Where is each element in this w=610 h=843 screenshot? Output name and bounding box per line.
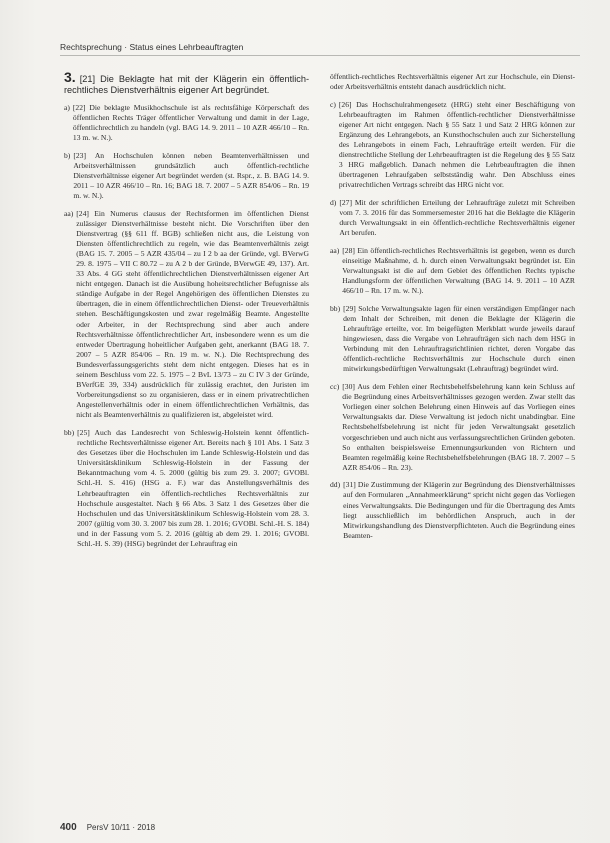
left-column	[64, 69, 309, 557]
paragraph	[64, 103, 309, 143]
paragraph-text: [23] An Hochschulen können neben Beamtenverhältnissen und Arbeitsverhältnissen grundsätzlich auch öffentlich-rechtliche Dienstverhältnisse eigener Art begründet werden (st. Rspr., z. B. BAG 14. 9. 2011 – 10 AZR 466/10 – Rn. 16; BAG 18. 7. 2007 – 5 AZR 854/06 – Rn. 19 m. w. N.).	[73, 150, 309, 200]
paragraph	[330, 72, 575, 92]
paragraph	[64, 209, 309, 421]
paragraph-label: b)	[64, 150, 71, 160]
paragraph-label: c)	[330, 99, 336, 109]
journal-reference: PersV 10/11 · 2018	[86, 823, 156, 832]
paragraph-text: [22] Die beklagte Musikhochschule ist als rechtsfähige Körperschaft des öffentlichen Rechts Träger öffentlicher Verwaltung und damit in der Lage, öffentlichrechtlich zu handeln (vgl. BAG 14. 9. 2011 – 10 AZR 466/10 – Rn. 13 m. w. N.).	[72, 102, 309, 142]
paragraph-text: [25] Auch das Landesrecht von Schleswig-Holstein kennt öffentlich-rechtliche Rechtsverhältnisse eigener Art. Bereits nach § 101 Abs. 1 Satz 3 des Gesetzes über die Hochschulen im Lande Schleswig-Holstein und das Universitätsklinikum Schleswig-Holstein in der Fassung der Bekanntmachung vom 4. 5. 2000 (gültig bis zum 29. 3. 2007; GVOBl. Schl.-H. S. 416) (HSG a. F.) war das Anstellungsverhältnis des Lehrbeauftragten ein öffentlich-rechtliches Rechtsverhältnis zur Hochschule ausgestaltet. Nach § 66 Abs. 3 Satz 1 des Gesetzes über die Hochschulen und das Universitätsklinikum Schleswig-Holstein vom 28. 3. 2007 (gültig vom 30. 3. 2007 bis zum 28. 1. 2016; GVOBl. Schl.-H. S. 184) und in der Fassung vom 5. 2. 2016 (gültig ab dem 29. 1. 2016; GVOBl. Schl.-H. S. 39) (HSG) begründet der Lehrauftrag ein	[77, 428, 309, 549]
right-column	[330, 72, 575, 548]
paragraph-label: d)	[330, 198, 337, 208]
paragraph	[330, 382, 575, 473]
paragraph-label: bb)	[330, 303, 341, 313]
paragraph-text: [30] Aus dem Fehlen einer Rechtsbehelfsbelehrung kann kein Schluss auf die Begründung eines Arbeitsverhältnisses gezogen werden. Zwar stellt das Vorliegen einer solchen Belehrung einen Hinweis auf das Vorliegen eines Verwaltungsakts dar. Diese Verwaltung ist jedoch nicht unabdingbar. Eine Rechtsbehelfsbelehrung ist nicht für jeden Verwaltungsakt gesetzlich vorgeschrieben und auch nicht aus verfassungsrechtlichen Gründen geboten. So enthalten beispielsweise Ernennungsurkunden von Richtern und Beamten regelmäßig keine Rechtsbehelfsbelehrungen (BAG 18. 7. 2007 – 5 AZR 854/06 – Rn. 23).	[342, 382, 575, 472]
paragraph	[330, 304, 575, 375]
paragraph	[330, 198, 575, 238]
running-header-text: Rechtsprechung · Status eines Lehrbeauftragten	[60, 42, 244, 52]
paragraph-text: öffentlich-rechtliches Rechtsverhältnis eigener Art zur Hochschule, ein Dienst- oder Arbeitsverhältnis entsteht danach ausdrücklich nicht.	[330, 72, 575, 92]
paragraph-text: [24] Ein Numerus clausus der Rechtsformen im öffentlichen Dienst zulässiger Dienstverhältnisse besteht nicht. Die Vorschriften über den Dienstvertrag (§§ 611 ff. BGB) schließen nicht aus, die Leistung von Diensten öffentlichrechtlich zu regeln, wie das Beamtenverhältnis zeigt (BAG 15. 7. 2005 – 5 AZR 435/04 – zu I 2 b aa der Gründe, vgl. BVerwG 29. 8. 1975 – VII C 80.72 – zu A 2 b der Gründe, BVerwGE 49, 137). Art. 33 Abs. 4 GG steht öffentlichrechtlichen Dienstverhältnissen eigener Art nicht entgegen. Danach ist die Ausübung hoheitsrechtlicher Befugnisse als ständige Aufgabe in der Regel Angehörigen des öffentlichen Dienstes zu übertragen, die in einem öffentlichrechtlichen Dienst- oder Treueverhältnis stehen. Beschäftigungskosten und zwar regelmäßig Beamte. Angestellte oder Arbeiter, in der Rechtsprechung sind aber auch andere Rechtsverhältnisse öffentlichrechtlicher Art, insbesondere wenn es um die entweder Übertragung hoheitlicher Aufgaben geht, anerkannt (BAG 18. 7. 2007 – 5 AZR 854/06 – Rn. 19 m. w. N.). Die Rechtsprechung des Bundesverfassungsgerichts steht dem nicht entgegen. Dieses hat es in seinem Beschluss vom 22. 5. 1975 – 2 BvL 13/73 – zu C IV 3 der Gründe, BVerfGE 39, 334) ausdrücklich für zulässig erachtet, den Juristen im Vorbereitungsdienst so zu organisieren, dass er in einem privatrechtlichen Angestellenverhältnis oder in einem öffentlichrechtlichen Verhältnis, das nicht als Beamtenverhältnis zu qualifizieren ist, abgeleistet wird.	[76, 208, 309, 420]
paragraph-label: dd)	[330, 480, 341, 490]
paragraph	[330, 100, 575, 191]
paragraph-label: cc)	[330, 382, 340, 392]
paragraph-text: [31] Die Zustimmung der Klägerin zur Begründung des Dienstverhältnisses auf den Formularen „Annahmeerklärung“ spricht nicht gegen das Vorliegen eines Verwaltungsakts. Die Bedingungen und für die Übertragung des Amts liegt ausschließlich im behördlichen Anspruch, auch in der Mitwirkungshandlung des Dienstverpflichteten. Auch die Begründung eines Beamten-	[343, 480, 575, 540]
paragraph-label: aa)	[330, 245, 340, 255]
paragraph-text: [29] Solche Verwaltungsakte lagen für einen verständigen Empfänger nach dem Inhalt der Schreiben, mit denen die Beklagte der Klägerin die Lehraufträge erteilte, vor. Im beigefügten Merkblatt wurde jeweils darauf hingewiesen, dass die Vergabe von Lehraufträgen sich nach dem HSG in Verbindung mit den Lehrauftragsrichtlinien richtet, deren Vorgabe das öffentlich-rechtliche Rechtsverhältnis zur Hochschule durch einen mitwirkungsbedürftigen Verwaltungsakt (Lehrauftrag) begründet wird.	[343, 303, 575, 374]
paragraph	[64, 428, 309, 549]
paragraph-text: [21] Die Beklagte hat mit der Klägerin ein öffentlich-rechtliches Dienstverhältnis eigener Art begründet.	[64, 74, 309, 95]
running-header	[60, 42, 580, 56]
paragraph-text: [28] Ein öffentlich-rechtliches Rechtsverhältnis ist gegeben, wenn es durch einseitige Maßnahme, d. h. durch einen Verwaltungsakt begründet ist. Ein Verwaltungsakt ist die auf dem Gebiet des öffentlichen Rechts typische Handlungsform der öffentlichen Verwaltung (BAG 14. 9. 2011 – 10 AZR 466/10 – Rn. 17 m. w. N.).	[342, 245, 575, 296]
paragraph	[330, 480, 575, 541]
page-number: 400	[60, 822, 77, 833]
page-footer	[60, 822, 155, 833]
paragraph-label: a)	[64, 102, 70, 112]
section-number: 3.	[64, 69, 76, 85]
paragraph-text: [27] Mit der schriftlichen Erteilung der Lehraufträge zuletzt mit Schreiben vom 7. 3. 2016 für das Sommersemester 2016 hat die Beklagte die Klägerin durch Verwaltungsakt in ein öffentlich-rechtliche Rechtsverhältnis eigener Art berufen.	[339, 198, 575, 238]
paragraph	[64, 151, 309, 201]
paragraph-text: [26] Das Hochschulrahmengesetz (HRG) steht einer Beschäftigung von Lehrbeauftragten im Rahmen öffentlich-rechtlicher Dienstverhältnisse eigener Art nicht entgegen. Nach § 55 Satz 1 und Satz 2 HRG können zur Ergänzung des Lehrangebots, an Kunsthochschulen auch zur Sicherstellung des Lehrangebots in einem Fach, Lehraufträge erteilt werden. Für die dienstrechtliche Stellung der Lehrbeauftragten ist die Regelung des § 55 Satz 3 HRG maßgeblich. Danach nehmen die Lehrbeauftragten die ihnen übertragenen Lehraufgaben selbstständig wahr. Den Abschluss eines privatrechtlichen Vertrags schreibt das HRG nicht vor.	[338, 99, 575, 190]
paragraph-label: bb)	[64, 428, 75, 437]
paragraph	[64, 69, 309, 95]
paragraph	[330, 246, 575, 296]
paragraph-label: aa)	[64, 208, 74, 218]
